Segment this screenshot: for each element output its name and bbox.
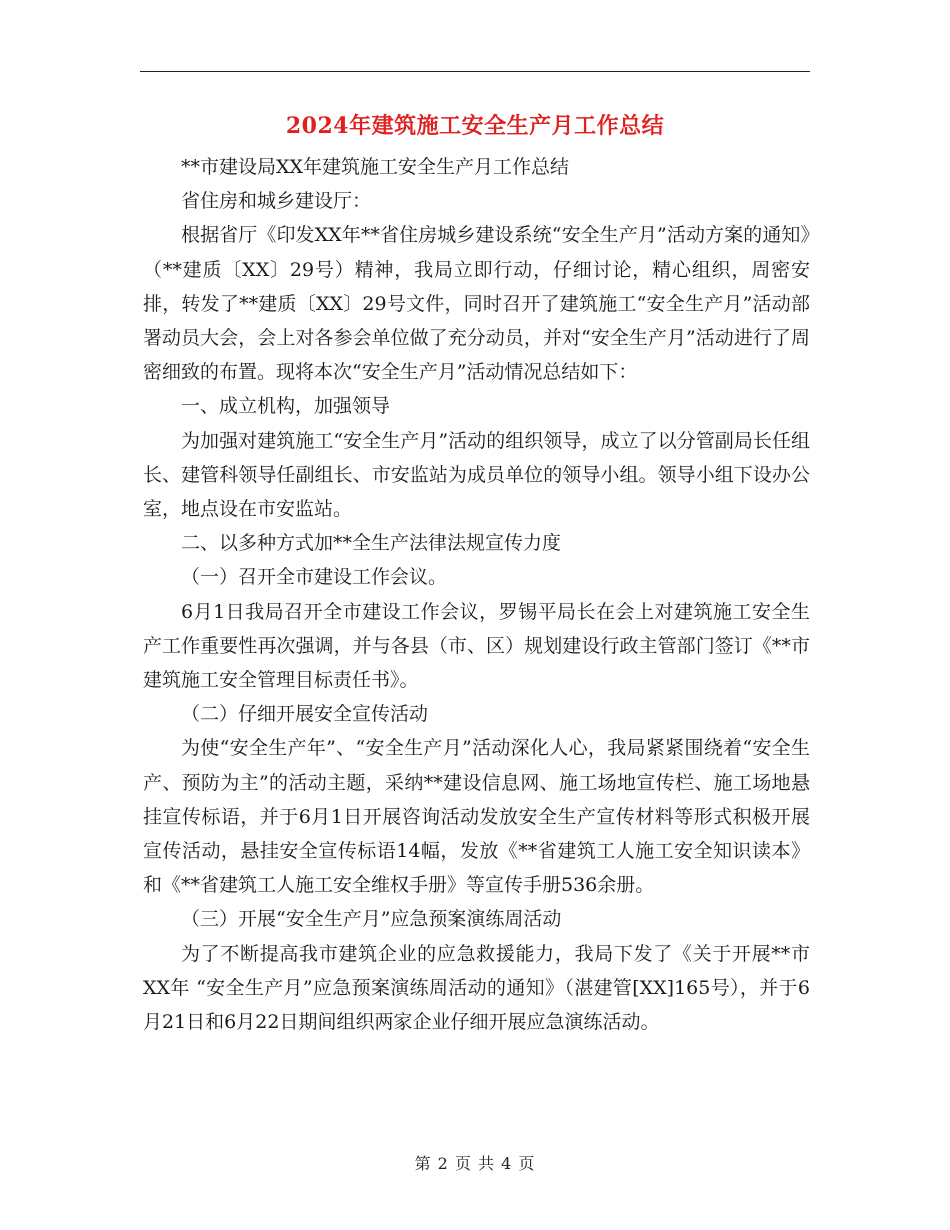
heading-section-1: 一、成立机构，加强领导 [181, 395, 391, 418]
paragraph-addressee: 省住房和城乡建设厅： [181, 190, 372, 213]
paragraph-section-1: 为加强对建筑施工“安全生产月”活动的组织领导，成立了以分管副局长任组长、建管科领导任副组长、市安监站为成员单位的领导小组。领导小组下设办公室，地点设在市安监站。 [143, 429, 810, 521]
paragraph-subsection-3: 为了不断提高我市建筑企业的应急救援能力，我局下发了《关于开展**市XX年 “安全生产月”应急预案演练周活动的通知》（湛建管[XX]165号），并于6月21日和6月22日期间组织两家企业仔细开展应急演练活动。 [143, 942, 810, 1034]
heading-subsection-2: （二）仔细开展安全宣传活动 [181, 703, 429, 726]
paragraph-subtitle: **市建设局XX年建筑施工安全生产月工作总结 [181, 156, 570, 178]
heading-subsection-1: （一）召开全市建设工作会议。 [181, 566, 448, 589]
paragraph-subsection-2: 为使“安全生产年”、“安全生产月”活动深化人心，我局紧紧围绕着“安全生产、预防为主”的活动主题，采纳**建设信息网、施工场地宣传栏、施工场地悬挂宣传标语，并于6月1日开展咨询活动发放安全生产宣传材料等形式积极开展宣传活动，悬挂安全宣传标语14幅，发放《**省建筑工人施工安全知识读本》和《**省建筑工人施工安全维权手册》等宣传手册536余册。 [143, 737, 810, 897]
page-number-footer: 第 2 页 共 4 页 [414, 1154, 536, 1173]
heading-section-2: 二、以多种方式加**全生产法律法规宣传力度 [181, 532, 562, 555]
document-body [143, 150, 810, 1039]
paragraph-intro: 根据省厅《印发XX年**省住房城乡建设系统“安全生产月”活动方案的通知》（**建质〔XX〕29号）精神，我局立即行动，仔细讨论，精心组织，周密安排，转发了**建质〔XX〕29号文件，同时召开了建筑施工“安全生产月”活动部署动员大会，会上对各参会单位做了充分动员，并对“安全生产月”活动进行了周密细致的布置。现将本次“安全生产月”活动情况总结如下： [143, 224, 810, 384]
paragraph-subsection-1: 6月1日我局召开全市建设工作会议，罗锡平局长在会上对建筑施工安全生产工作重要性再次强调，并与各县（市、区）规划建设行政主管部门签订《**市建筑施工安全管理目标责任书》。 [143, 600, 810, 692]
heading-subsection-3: （三）开展“安全生产月”应急预案演练周活动 [181, 908, 562, 931]
header-rule [140, 71, 810, 72]
document-title: 2024年建筑施工安全生产月工作总结 [285, 113, 665, 139]
